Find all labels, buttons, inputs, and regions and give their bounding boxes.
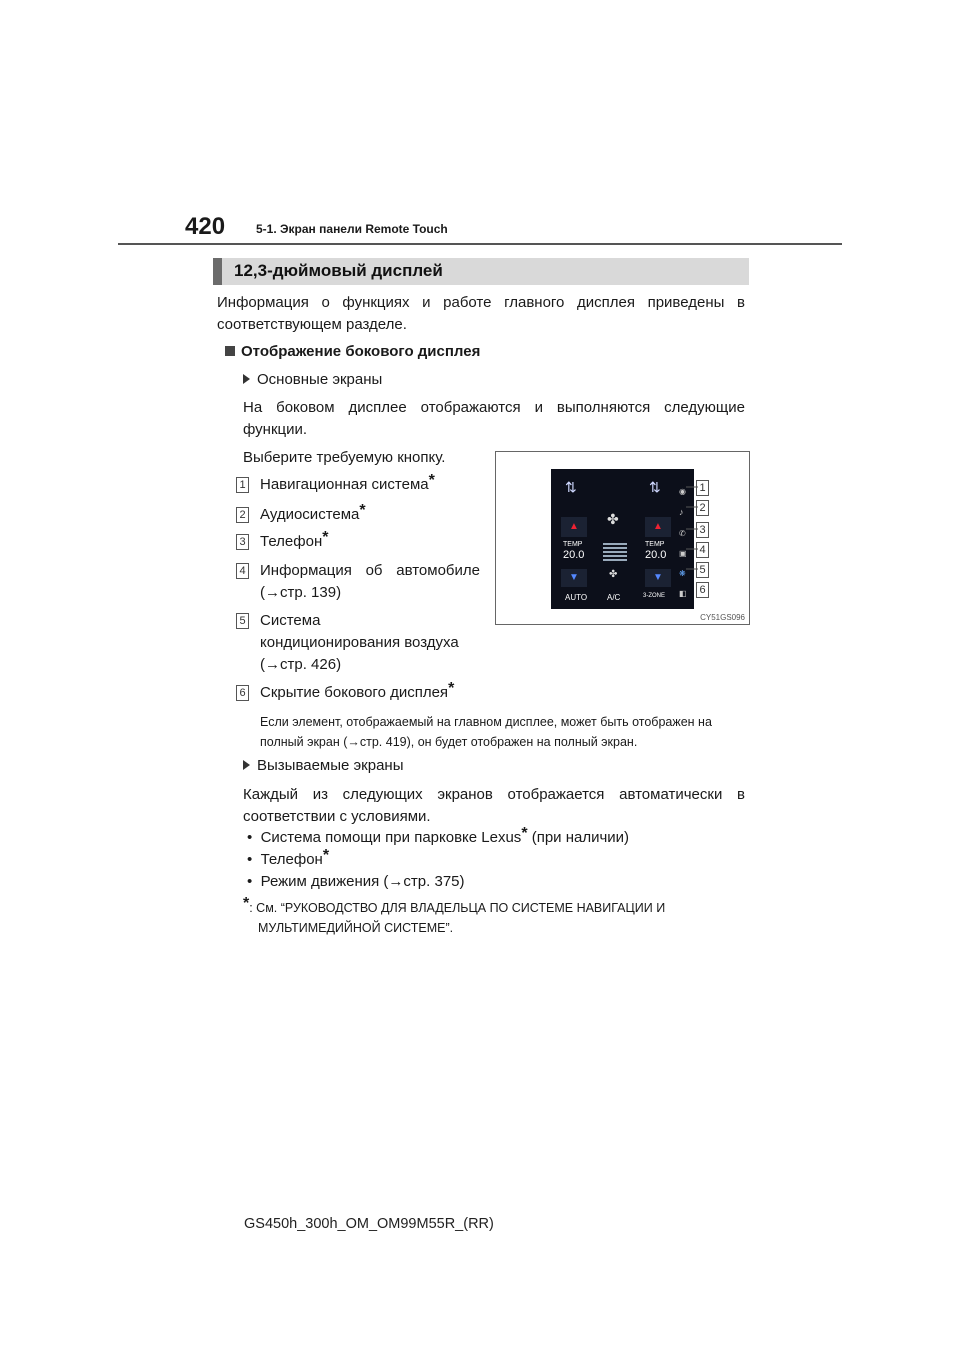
climate-icon[interactable]: ❋ (679, 569, 686, 578)
defrost-rear-icon: ⇅ (649, 479, 661, 495)
temp-left-value: 20.0 (563, 549, 585, 561)
item-number-6: 6 (236, 685, 249, 701)
callout-6: 6 (696, 582, 709, 598)
climate-screen (551, 469, 694, 609)
side-display-figure (495, 451, 750, 625)
callout-1: 1 (696, 480, 709, 496)
item-6: Скрытие бокового дисплея* (260, 680, 455, 701)
auto-button[interactable]: AUTO (565, 593, 588, 602)
item-number-1: 1 (236, 477, 249, 493)
item-number-3: 3 (236, 534, 249, 550)
footnote-line-1: *: См. “РУКОВОДСТВО ДЛЯ ВЛАДЕЛЬЦА ПО СИСТЕМЕ НАВИГАЦИИ И (243, 895, 666, 915)
item-number-2: 2 (236, 507, 249, 523)
temp-left-down-button[interactable]: ▼ (561, 569, 587, 587)
sub-item-2: Вызываемые экраны (243, 755, 404, 777)
heading-box (213, 258, 749, 285)
desc2-line-1: Каждый из следующих экранов отображается автоматически в (243, 786, 745, 803)
note-line-2: полный экран (→стр. 419), он будет отображен на полный экран. (260, 735, 638, 749)
callout-5: 5 (696, 562, 709, 578)
bullet-2: • Телефон* (247, 847, 330, 868)
fan-icon: ✤ (607, 511, 619, 527)
page-number: 420 (185, 213, 226, 240)
item-number-4: 4 (236, 563, 249, 579)
item-4-line-1: Информация об автомобиле (260, 562, 480, 579)
temp-left-label: TEMP (563, 541, 583, 548)
ac-button[interactable]: A/C (607, 593, 621, 602)
defrost-front-icon: ⇅ (565, 479, 577, 495)
desc2-line-2: соответствии с условиями. (243, 808, 431, 825)
temp-right-up-button[interactable]: ▲ (645, 517, 671, 537)
fan-speed-bars (603, 543, 627, 563)
triangle-bullet-icon (243, 760, 250, 770)
bullet-3: • Режим движения (→стр. 375) (247, 873, 465, 890)
temp-right-label: TEMP (645, 541, 665, 548)
audio-icon[interactable]: ♪ (679, 507, 684, 517)
callout-4: 4 (696, 542, 709, 558)
three-zone-button[interactable]: 3-ZONE (643, 593, 666, 599)
item-5-line-1: Система (260, 612, 321, 629)
phone-icon[interactable]: ✆ (679, 529, 686, 538)
hide-display-icon[interactable]: ◧ (679, 589, 687, 598)
item-5-line-3: (→стр. 426) (260, 656, 342, 673)
desc1-line-1: На боковом дисплее отображаются и выполняются следующие (243, 399, 745, 416)
triangle-bullet-icon (243, 374, 250, 384)
navigation-icon[interactable]: ◉ (679, 487, 686, 496)
intro-line-2: соответствующем разделе. (217, 316, 407, 333)
callout-2: 2 (696, 500, 709, 516)
bullet-1: • Система помощи при парковке Lexus* (при наличии) (247, 825, 630, 846)
heading: 12,3-дюймовый дисплей (234, 261, 443, 280)
figure-code: CY51GS096 (700, 613, 745, 622)
item-4-line-2: (→стр. 139) (260, 584, 342, 601)
intro-line-1: Информация о функциях и работе главного дисплея приведены в (217, 294, 745, 311)
select-text: Выберите требуемую кнопку. (243, 449, 446, 466)
note-line-1: Если элемент, отображаемый на главном дисплее, может быть отображен на (260, 715, 712, 729)
square-bullet-icon (225, 346, 235, 356)
vehicle-info-icon[interactable]: ▣ (679, 549, 687, 558)
item-5-line-2: кондиционирования воздуха (260, 634, 459, 651)
item-number-5: 5 (236, 613, 249, 629)
section-title: 5-1. Экран панели Remote Touch (256, 222, 448, 236)
footer-code: GS450h_300h_OM_OM99M55R_(RR) (244, 1216, 494, 1232)
sub-item-1: Основные экраны (243, 369, 382, 391)
temp-right-value: 20.0 (645, 549, 667, 561)
item-3: Телефон* (260, 529, 329, 550)
item-1: Навигационная система* (260, 472, 435, 493)
header-rule (118, 243, 842, 245)
temp-left-up-button[interactable]: ▲ (561, 517, 587, 537)
subheading: Отображение бокового дисплея (225, 341, 480, 363)
footnote-line-2: МУЛЬТИМЕДИЙНОЙ СИСТЕМЕ”. (258, 921, 454, 935)
item-2: Аудиосистема* (260, 502, 366, 523)
fan-low-icon: ✤ (609, 569, 618, 580)
desc1-line-2: функции. (243, 421, 308, 438)
temp-right-down-button[interactable]: ▼ (645, 569, 671, 587)
callout-3: 3 (696, 522, 709, 538)
